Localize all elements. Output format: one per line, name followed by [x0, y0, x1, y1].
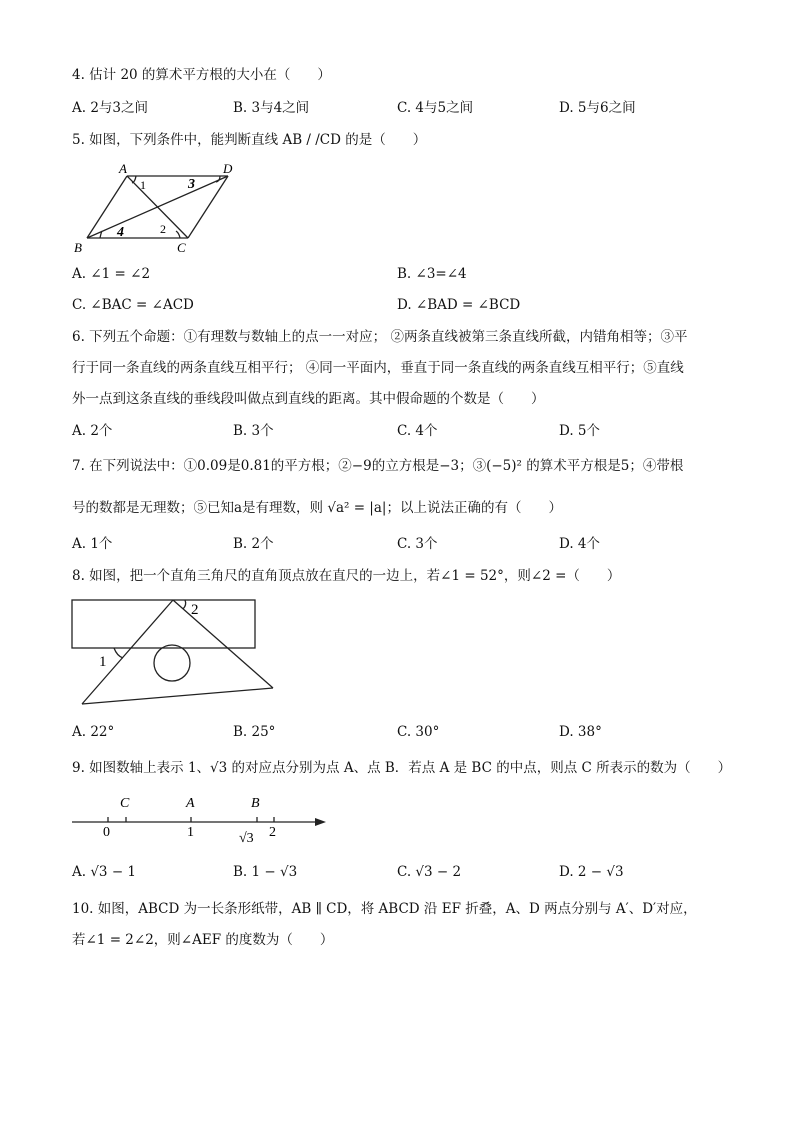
q9-tick-2: 2: [269, 825, 276, 840]
q4-option-c: C. 4与5之间: [397, 100, 474, 116]
q6-line-2: 行于同一条直线的两条直线互相平行； ④同一平面内，垂直于同一条直线的两条直线互相平行；⑤直线: [72, 360, 684, 376]
q9-stem: 9. 如图数轴上表示 1、√3 的对应点分别为点 A、点 B．若点 A 是 BC 的中点，则点 C 所表示的数为（ ）: [72, 760, 732, 776]
q9-option-d: D. 2 − √3: [559, 864, 624, 880]
q6-option-b: B. 3个: [233, 423, 274, 439]
q5-label-D: D: [223, 161, 233, 176]
q9-label-A: A: [186, 796, 195, 811]
q5-angle-4: 4: [117, 225, 124, 240]
q8-angle-1: 1: [99, 654, 107, 670]
q7-option-b: B. 2个: [233, 536, 274, 552]
q8-angle-2: 2: [191, 602, 199, 618]
q5-option-d: D. ∠BAD = ∠BCD: [397, 297, 521, 313]
q5-option-b: B. ∠3=∠4: [397, 266, 467, 282]
q8-option-c: C. 30°: [397, 724, 440, 740]
q7-line-1: 7. 在下列说法中：①0.09是0.81的平方根；②−9的立方根是−3；③(−5)² 的算术平方根是5；④带根: [72, 458, 684, 474]
q9-option-c: C. √3 − 2: [397, 864, 462, 880]
q7-option-a: A. 1个: [72, 536, 113, 552]
q7-option-d: D. 4个: [559, 536, 601, 552]
q8-option-a: A. 22°: [72, 724, 115, 740]
q5-option-a: A. ∠1 = ∠2: [72, 266, 151, 282]
q10-line-2: 若∠1 = 2∠2，则∠AEF 的度数为（ ）: [72, 932, 334, 948]
q6-option-d: D. 5个: [559, 423, 601, 439]
q10-line-1: 10. 如图，ABCD 为一长条形纸带，AB ∥ CD，将 ABCD 沿 EF 折叠，A、D 两点分别与 A′、D′对应，: [72, 901, 697, 917]
q8-option-b: B. 25°: [233, 724, 276, 740]
q5-option-c: C. ∠BAC = ∠ACD: [72, 297, 194, 313]
q8-option-d: D. 38°: [559, 724, 602, 740]
q9-label-B: B: [251, 796, 260, 811]
q5-angle-3: 3: [188, 177, 195, 192]
q5-label-B: B: [74, 240, 82, 255]
q8-ruler-triangle-figure: [68, 594, 283, 710]
q6-line-3: 外一点到这条直线的垂线段叫做点到直线的距离。其中假命题的个数是（ ）: [72, 391, 545, 407]
q9-option-b: B. 1 − √3: [233, 864, 298, 880]
q5-parallelogram-figure: [70, 158, 245, 256]
q7-line-2: 号的数都是无理数；⑤已知a是有理数，则 √a² = |a|；以上说法正确的有（ ）: [72, 500, 562, 516]
q5-label-A: A: [119, 161, 127, 176]
q9-option-a: A. √3 − 1: [72, 864, 137, 880]
q5-label-C: C: [177, 240, 186, 255]
q6-line-1: 6. 下列五个命题：①有理数与数轴上的点一一对应； ②两条直线被第三条直线所截，内错角相等；③平: [72, 329, 688, 345]
q9-tick-sqrt3: √3: [239, 831, 254, 846]
q9-tick-1: 1: [187, 825, 194, 840]
q5-angle-2: 2: [160, 222, 166, 236]
q4-option-d: D. 5与6之间: [559, 100, 636, 116]
q6-option-a: A. 2个: [72, 423, 113, 439]
q5-angle-1: 1: [140, 178, 146, 192]
q4-option-a: A. 2与3之间: [72, 100, 149, 116]
q5-stem: 5. 如图，下列条件中，能判断直线 AB / /CD 的是（ ）: [72, 132, 427, 148]
q9-number-line-figure: [68, 790, 330, 848]
q4-stem: 4. 估计 20 的算术平方根的大小在（ ）: [72, 67, 331, 83]
q9-tick-0: 0: [103, 825, 110, 840]
q4-option-b: B. 3与4之间: [233, 100, 310, 116]
q8-stem: 8. 如图，把一个直角三角尺的直角顶点放在直尺的一边上，若∠1 = 52°，则∠2 =（ ）: [72, 568, 621, 584]
q7-option-c: C. 3个: [397, 536, 438, 552]
q6-option-c: C. 4个: [397, 423, 438, 439]
q9-label-C: C: [120, 796, 130, 811]
